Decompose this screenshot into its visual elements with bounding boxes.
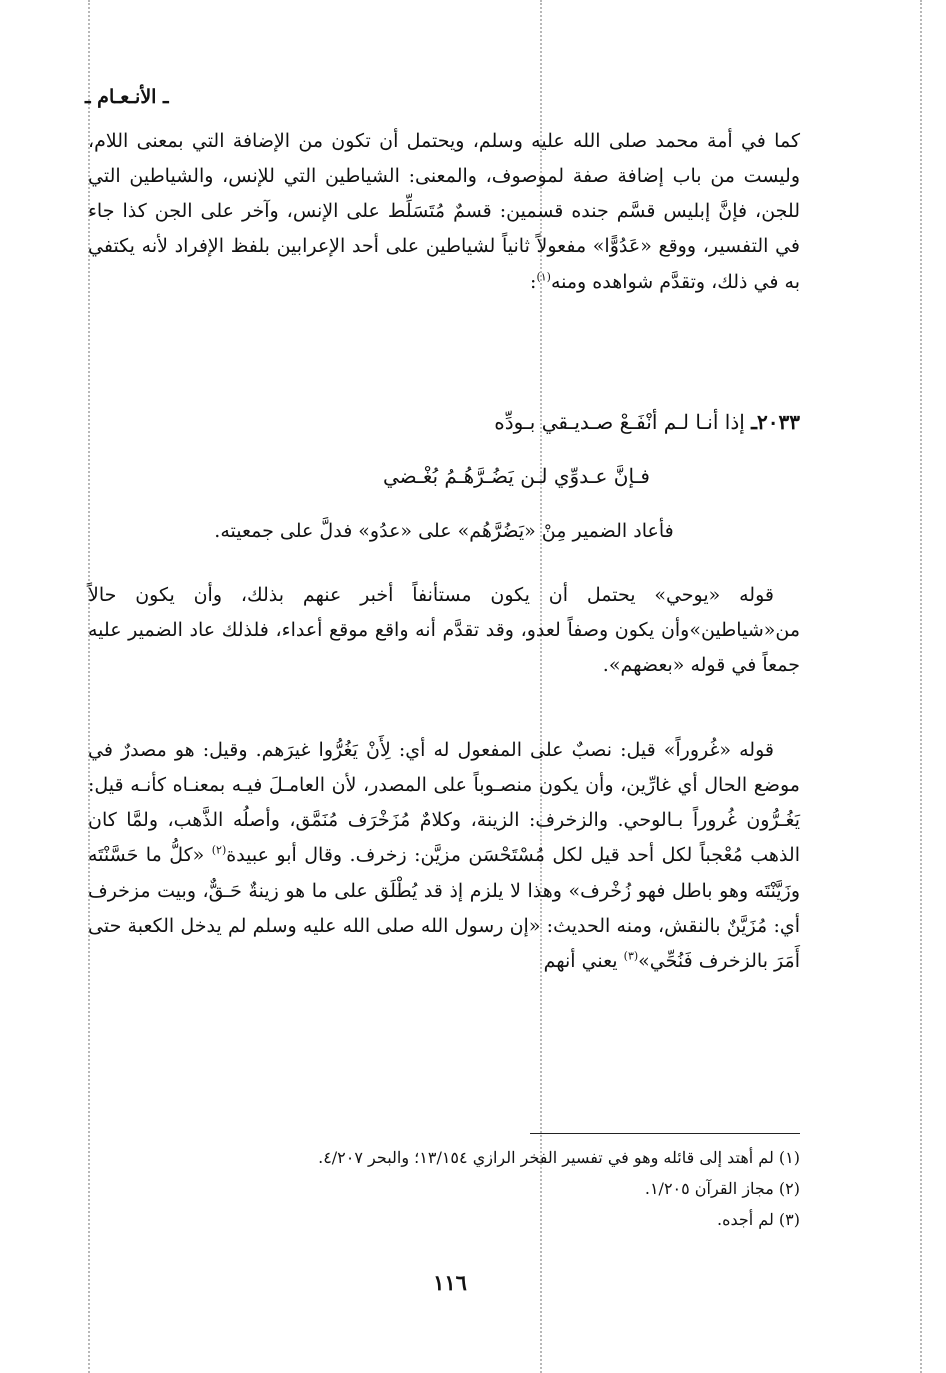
verse-commentary: فأعاد الضمير مِنْ «يَضُرَّهُم» على «عدُو» فدلَّ على جمعيته. [214, 520, 674, 542]
page-number: ١١٦ [433, 1270, 467, 1295]
paragraph-3 [88, 733, 800, 979]
verse-hemistich-1: إذا أنـا لـم أنْفَـعْ صـديـقي بـودِّه [494, 410, 745, 434]
verse-line-2 [88, 464, 800, 488]
paragraph-1-text: كما في أمة محمد صلى الله عليه وسلم، ويحتمل أن تكون من الإضافة التي بمعنى اللام، وليست من باب إضافة صفة لموصوف، والمعنى: الشياطين التي للإنس، والشياطين التي للجن، فإنَّ إبليس قسَّم جنده قسمين: قسمٌ مُتَسَلِّط على الإنس، وآخر على الجن كذا جاء في التفسير، ووقع «عَدُوًّا» مفعولاً ثانياً لشياطين على أحد الإعرابين بلفظ الإفراد لأنه يكتفي به في ذلك، وتقدَّم شواهده ومنه [88, 130, 800, 293]
paragraph-1 [88, 124, 800, 300]
footnote-ref-1: (١) [536, 270, 551, 284]
footnotes [88, 1142, 800, 1236]
paragraph-1-end: : [530, 270, 537, 293]
paragraph-3-part-3: يعني أنهم [543, 949, 624, 972]
footnote-separator [530, 1133, 800, 1134]
verse-number: ٢٠٣٣ـ [751, 410, 800, 434]
footnote-3: (٣) لم أجده. [717, 1210, 800, 1230]
verse-hemistich-2: فـإنَّ عـدوِّي لـن يَضُـرَّهُـمُ بُغْـضي [382, 464, 650, 488]
footnote-2: (٢) مجاز القرآن ١/٢٠٥. [644, 1179, 800, 1199]
running-title: ـ الأنـعـام ـ [85, 86, 169, 108]
scan-guide-right [920, 0, 922, 1373]
footnote-ref-2: (٢) [211, 844, 227, 858]
paragraph-3-part-1: قوله «غُروراً» قيل: نصبٌ على المفعول له أي: لِأَنْ يَغُرُّوا غيرَهم. وقيل: هو مصدرٌ في موضع الحال أي غارِّين، وأن يكون منصـوباً على المصدر، لأن العامـلَ فيـه بمعنـاه كأنـه قيل: يَغُـرُّون غُروراً بـالوحي. والزخرف: الزينة، وكلامٌ مُزَخْرَف مُنَمَّق، وأصلُه الذَّهب، ولمَّا كان الذهب مُعْجباً لكل أحد قيل لكل مُسْتَحْسَن مزيَّن: زخرف. وقال أبو عبيدة [88, 739, 800, 867]
paragraph-3-part-2: «كلُّ ما حَسَّنْتَه وزَيَّنْتَه وهو باطل فهو زُخْرف» وهذا لا يلزم إذ قد يُطْلَق على ما هو زينةٌ حَـقٌّ، وبيت مزخرف أي: مُزَيَّنٌ بالنقش، ومنه الحديث: «إن رسول الله صلى الله عليه وسلم لم يدخل الكعبة حتى أَمَرَ بالزخرف فَنُحِّي» [88, 844, 800, 972]
footnote-1: (١) لم أهتد إلى قائله وهو في تفسير الفخر الرازي ١٣/١٥٤؛ والبحر ٤/٢٠٧. [318, 1148, 800, 1167]
footnote-ref-3: (٣) [623, 949, 639, 963]
paragraph-2: قوله «يوحي» يحتمل أن يكون مستأنفاً أخبر عنهم بذلك، وأن يكون حالاً من«شياطين»وأن يكون وصفاً لعدو، وقد تقدَّم أنه واقع موقع أعداء، فلذلك عاد الضمير عليه جمعاً في قوله «بعضهم». [88, 584, 800, 677]
verse-line-1 [88, 410, 800, 434]
